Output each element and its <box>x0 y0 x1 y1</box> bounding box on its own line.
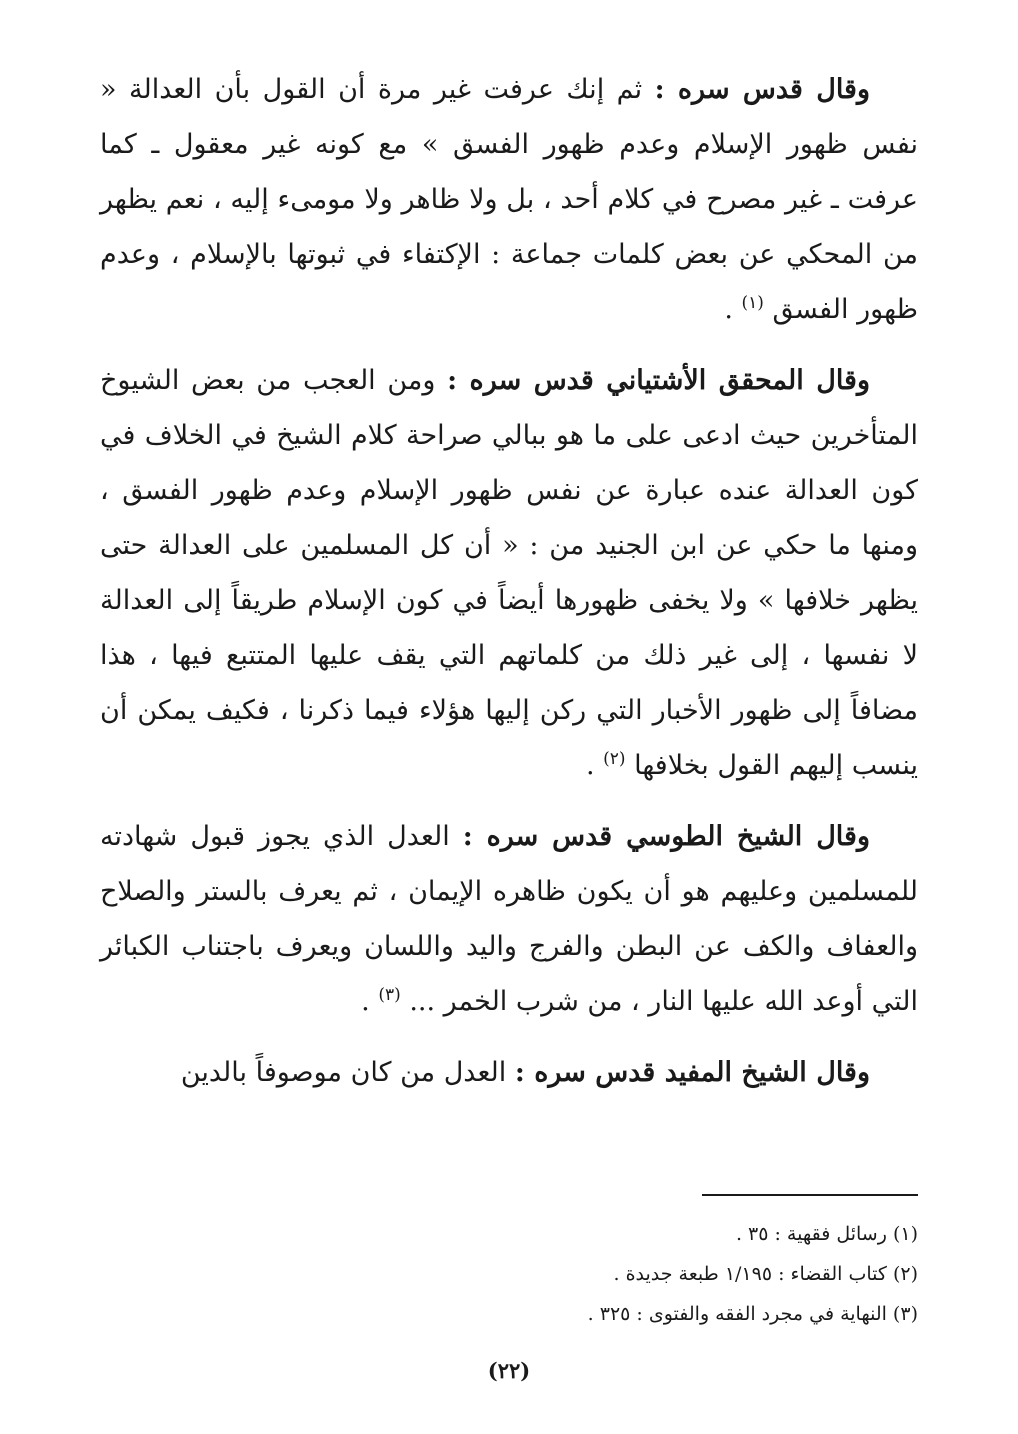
paragraph-lead: وقال قدس سره : <box>654 74 870 105</box>
paragraph-end: . <box>361 986 379 1017</box>
page-number: (٢٢) <box>487 1358 531 1383</box>
footnote-2: (٢) كتاب القضاء : ١/١٩٥ طبعة جديدة . <box>613 1263 918 1285</box>
main-text <box>100 62 918 1100</box>
paragraph-lead: وقال المحقق الأشتياني قدس سره : <box>447 365 871 396</box>
paragraph-text: العدل من كان موصوفاً بالدين <box>180 1057 515 1088</box>
footnote-divider <box>702 1194 918 1196</box>
paragraph-tusi <box>100 809 918 1029</box>
footnote-1: (١) رسائل فقهية : ٣٥ . <box>735 1223 918 1245</box>
paragraph-mufid <box>100 1045 918 1100</box>
paragraph-ashtiyani <box>100 353 918 793</box>
paragraph-lead: وقال الشيخ الطوسي قدس سره : <box>462 821 870 852</box>
footnote-ref-1: (١) <box>741 293 764 313</box>
footnote-ref-3: (٣) <box>378 985 401 1005</box>
footnotes <box>100 1214 918 1334</box>
paragraph-text: ومن العجب من بعض الشيوخ المتأخرين حيث ادعى على ما هو ببالي صراحة كلام الشيخ في الخلاف في كون العدالة عنده عبارة عن نفس ظهور الإسلام وعدم ظهور الفسق ، ومنها ما حكي عن ابن الجنيد من : « أن كل المسلمين على العدالة حتى يظهر خلافها » ولا يخفى ظهورها أيضاً في كون الإسلام طريقاً إلى العدالة لا نفسها ، إلى غير ذلك من كلماتهم التي يقف عليها المتتبع فيها ، هذا مضافاً إلى ظهور الأخبار التي ركن إليها هؤلاء فيما ذكرنا ، فكيف يمكن أن ينسب إليهم القول بخلافها <box>100 365 919 781</box>
paragraph-lead: وقال الشيخ المفيد قدس سره : <box>514 1057 870 1088</box>
paragraph-end: . <box>585 750 604 781</box>
footnote-3: (٣) النهاية في مجرد الفقه والفتوى : ٣٢٥ . <box>587 1303 918 1325</box>
paragraph-end: . <box>724 294 742 325</box>
paragraph-text: العدل الذي يجوز قبول شهادته للمسلمين وعليهم هو أن يكون ظاهره الإيمان ، ثم يعرف بالستر والصلاح والعفاف والكف عن البطن والفرج واليد واللسان ويعرف باجتناب الكبائر التي أوعد الله عليها النار ، من شرب الخمر ... <box>100 821 918 1017</box>
footnote-ref-2: (٢) <box>603 749 626 769</box>
paragraph-text: ثم إنك عرفت غير مرة أن القول بأن العدالة « نفس ظهور الإسلام وعدم ظهور الفسق » مع كونه غير معقول ـ كما عرفت ـ غير مصرح في كلام أحد ، بل ولا ظاهر ولا مومىء إليه ، نعم يظهر من المحكي عن بعض كلمات جماعة : الإكتفاء في ثبوتها بالإسلام ، وعدم ظهور الفسق <box>100 74 918 325</box>
paragraph-ansari <box>100 62 918 337</box>
